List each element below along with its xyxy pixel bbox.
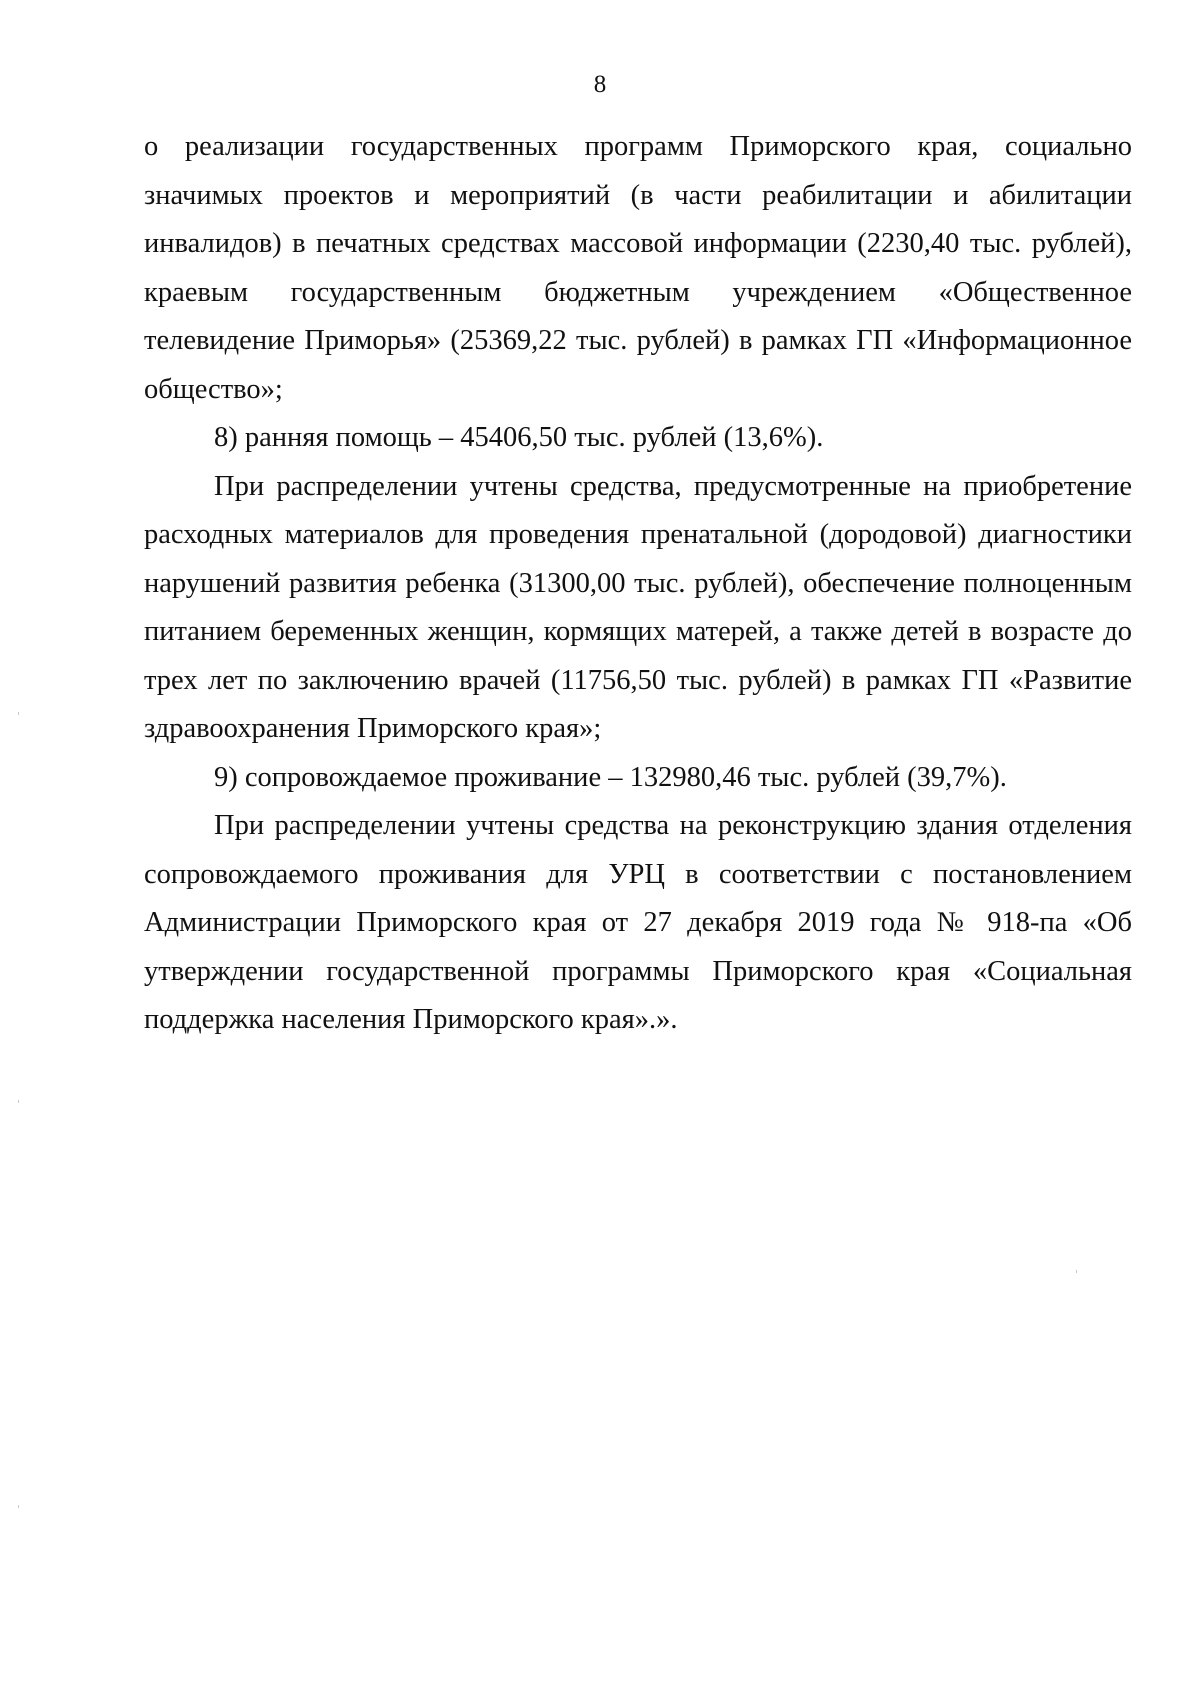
scan-artifact [18, 1100, 19, 1103]
page-number: 8 [593, 71, 607, 98]
paragraph-supported-living-details: При распределении учтены средства на реконструкцию здания отделения сопровождаемого проживания для УРЦ в соответствии с постановлением Администрации Приморского края от 27 декабря 2019 года № 918-па «Об утверждении государственной программы Приморского края «Социальная поддержка населения Приморского края».». [144, 810, 1132, 1035]
scan-artifact [1076, 1270, 1077, 1273]
list-item-supported-living: 9) сопровождаемое проживание – 132980,46 тыс. рублей (39,7%). [214, 761, 1007, 793]
paragraph-early-help-details: При распределении учтены средства, предусмотренные на приобретение расходных материалов для проведения пренатальной (дородовой) диагностики нарушений развития ребенка (31300,00 тыс. рублей), обеспечение полноценным питанием беременных женщин, кормящих матерей, а также детей в возрасте до трех лет по заключению врачей (11756,50 тыс. рублей) в рамках ГП «Развитие здравоохранения Приморского края»; [144, 470, 1132, 744]
document-body [144, 123, 1132, 1045]
scan-artifact [18, 712, 19, 715]
scan-artifact [18, 1505, 19, 1508]
list-item-early-help: 8) ранняя помощь – 45406,50 тыс. рублей (13,6%). [214, 422, 824, 453]
paragraph-continuation: о реализации государственных программ Приморского края, социально значимых проектов и мероприятий (в части реабилитации и абилитации инвалидов) в печатных средствах массовой информации (2230,40 тыс. рублей), краевым государственным бюджетным учреждением «Общественное телевидение Приморья» (25369,22 тыс. рублей) в рамках ГП «Информационное общество»; [144, 131, 1132, 405]
